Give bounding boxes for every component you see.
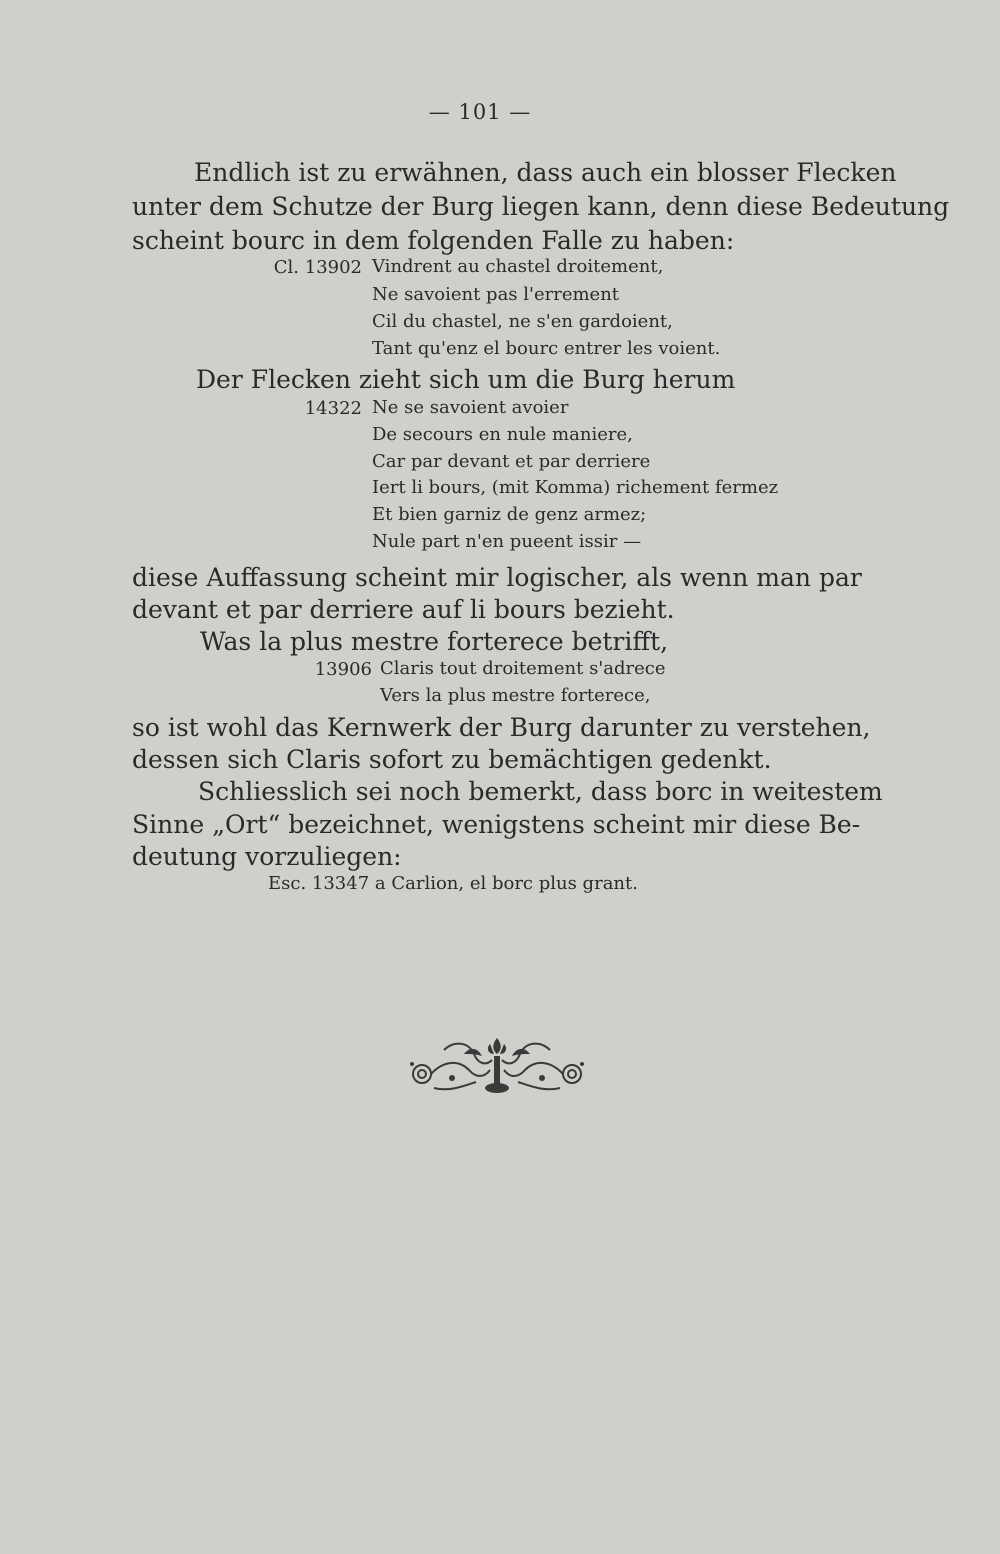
quote1-line-4: Tant qu'enz el bourc entrer les voient. xyxy=(372,338,721,359)
para1-line-3: scheint bourc in dem folgenden Falle zu haben: xyxy=(132,226,735,255)
quote1-line-3: Cil du chastel, ne s'en gardoient, xyxy=(372,311,673,332)
para3-line-1: diese Auffassung scheint mir logischer, als wenn man par xyxy=(132,563,862,592)
page-number: — 101 — xyxy=(428,100,532,124)
quote1-ref: Cl. 13902 xyxy=(273,257,362,278)
para1-line-2: unter dem Schutze der Burg liegen kann, denn diese Bedeutung xyxy=(132,192,950,221)
quote2-line-4: Iert li bours, (mit Komma) richement fermez xyxy=(372,477,779,498)
para3-line-2: devant et par derriere auf li bours bezieht. xyxy=(132,595,675,624)
quote2-line-3: Car par devant et par derriere xyxy=(372,451,651,472)
para2-line: Der Flecken zieht sich um die Burg herum xyxy=(196,365,736,394)
para6-line-3: deutung vorzuliegen: xyxy=(132,842,402,871)
quote2-line-2: De secours en nule maniere, xyxy=(372,424,633,445)
para5-line-2: dessen sich Claris sofort zu bemächtigen gedenkt. xyxy=(132,745,772,774)
quote3-line-1: Claris tout droitement s'adrece xyxy=(380,658,666,679)
quote2-line-5: Et bien garniz de genz armez; xyxy=(372,504,647,525)
quote2-line-6: Nule part n'en pueent issir — xyxy=(372,531,642,552)
para1-line-1: Endlich ist zu erwähnen, dass auch ein blosser Flecken xyxy=(194,158,897,187)
quote2-ref: 14322 xyxy=(304,398,362,419)
quote3-ref: 13906 xyxy=(314,659,372,680)
para6-line-2: Sinne „Ort“ bezeichnet, wenigstens scheint mir diese Be- xyxy=(132,810,861,839)
para6-line-1: Schliesslich sei noch bemerkt, dass borc in weitestem xyxy=(198,777,883,806)
quote3-line-2: Vers la plus mestre forterece, xyxy=(380,685,651,706)
para4-line: Was la plus mestre forterece betrifft, xyxy=(200,627,669,656)
quote1-line-2: Ne savoient pas l'errement xyxy=(372,284,620,305)
quote4-line: Esc. 13347 a Carlion, el borc plus grant. xyxy=(268,873,638,894)
quote1-line-1: Vindrent au chastel droitement, xyxy=(372,256,664,277)
para5-line-1: so ist wohl das Kernwerk der Burg darunter zu verstehen, xyxy=(132,713,871,742)
floral-vignette-icon xyxy=(404,1030,590,1100)
quote2-line-1: Ne se savoient avoier xyxy=(372,397,569,418)
